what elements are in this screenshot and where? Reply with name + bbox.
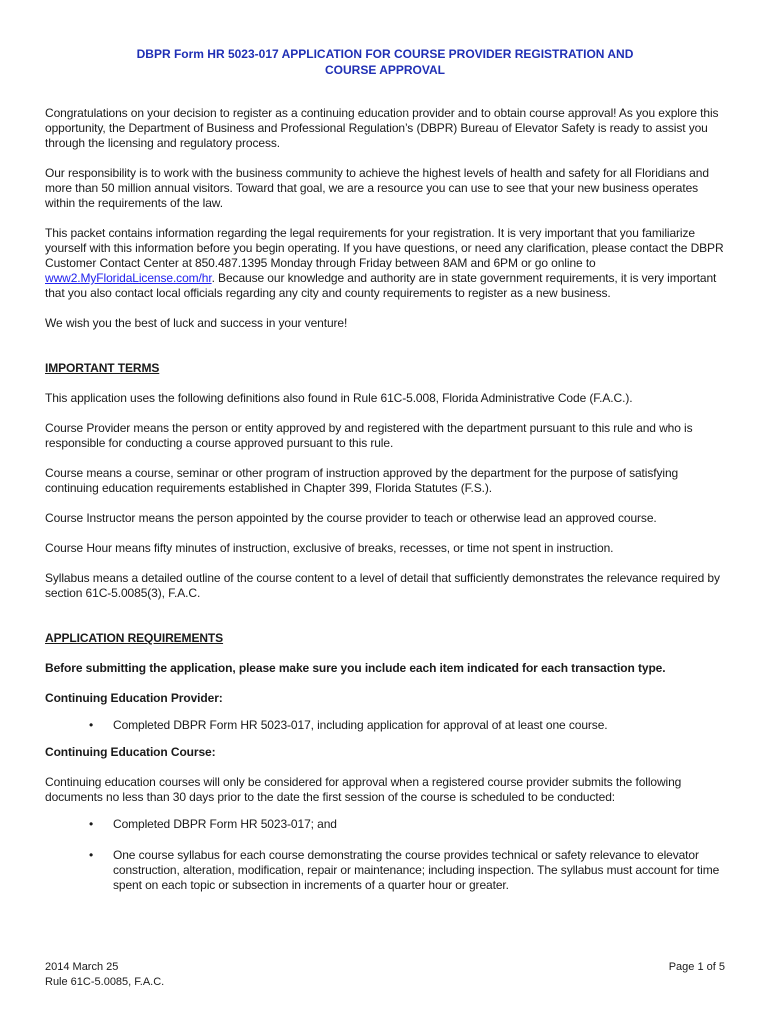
intro-p3-text-b: . Because our knowledge and authority are in state government requirements, it is very important that you also contact local officials regarding any city and county requirements to register as a new business. (45, 271, 717, 300)
requirements-intro: Before submitting the application, please make sure you include each item indicated for each transaction type. (45, 661, 666, 675)
term-course-instructor: Course Instructor means the person appointed by the course provider to teach or otherwise lead an approved course. (45, 511, 657, 525)
course-heading: Continuing Education Course: (45, 745, 216, 759)
intro-paragraph-4: We wish you the best of luck and success in your venture! (45, 316, 348, 330)
footer-date: 2014 March 25 (45, 961, 119, 973)
page-number: Page 1 of 5 (668, 961, 725, 973)
course-list (45, 817, 731, 893)
bullet-icon: • (89, 848, 94, 862)
bullet-icon: • (89, 817, 94, 831)
intro-paragraph-3 (45, 226, 731, 301)
term-syllabus: Syllabus means a detailed outline of the course content to a level of detail that sufficiently demonstrates the relevance required by section 61C-5.0085(3), F.A.C. (45, 571, 720, 600)
term-course: Course means a course, seminar or other program of instruction approved by the department for the purpose of satisfying continuing education requirements established in Chapter 399, Florida Statutes (F.S.). (45, 466, 679, 495)
title-line-1: DBPR Form HR 5023-017 APPLICATION FOR COURSE PROVIDER REGISTRATION AND (136, 47, 634, 61)
list-item (45, 848, 731, 893)
intro-p3-text-a: This packet contains information regarding the legal requirements for your registration. It is very important that you familiarize yourself with this information before you begin operating. If you have questions, or need any clarification, please contact the DBPR Customer Contact Center at 850.487.1395 Monday through Friday between 8AM and 6PM or go online to (45, 226, 724, 270)
list-item (45, 817, 731, 832)
term-course-hour: Course Hour means fifty minutes of instruction, exclusive of breaks, recesses, or time not spent in instruction. (45, 541, 614, 555)
myfloridalicense-link[interactable]: www2.MyFloridaLicense.com/hr (45, 271, 212, 285)
provider-heading: Continuing Education Provider: (45, 691, 223, 705)
list-item-text: One course syllabus for each course demonstrating the course provides technical or safety relevance to elevator construction, alteration, modification, repair or maintenance; including inspection. The syllabus must account for time spent on each topic or subsection in increments of a quarter hour or greater. (113, 848, 720, 892)
document-body (45, 106, 731, 908)
document-title (45, 46, 725, 78)
footer-left (45, 960, 164, 990)
application-requirements-heading: APPLICATION REQUIREMENTS (45, 631, 224, 645)
list-item-text: Completed DBPR Form HR 5023-017; and (113, 817, 337, 831)
terms-intro: This application uses the following definitions also found in Rule 61C-5.008, Florida Administrative Code (F.A.C.). (45, 391, 633, 405)
important-terms-heading: IMPORTANT TERMS (45, 361, 160, 375)
intro-paragraph-2: Our responsibility is to work with the business community to achieve the highest levels of health and safety for all Floridians and more than 50 million annual visitors. Toward that goal, we are a resource you can use to see that your new business operates within the requirements of the law. (45, 166, 709, 210)
list-item-text: Completed DBPR Form HR 5023-017, including application for approval of at least one course. (113, 718, 608, 732)
title-line-2: COURSE APPROVAL (324, 63, 445, 77)
list-item (45, 718, 731, 733)
provider-list (45, 718, 731, 733)
course-intro: Continuing education courses will only be considered for approval when a registered course provider submits the following documents no less than 30 days prior to the date the first session of the course is scheduled to be conducted: (45, 775, 682, 804)
intro-paragraph-1: Congratulations on your decision to register as a continuing education provider and to obtain course approval! As you explore this opportunity, the Department of Business and Professional Regulation’s (DBPR) Bureau of Elevator Safety is ready to assist you through the licensing and regulatory process. (45, 106, 719, 150)
term-course-provider: Course Provider means the person or entity approved by and registered with the department pursuant to this rule and who is responsible for conducting a course approved pursuant to this rule. (45, 421, 693, 450)
bullet-icon: • (89, 718, 94, 732)
footer-rule: Rule 61C-5.0085, F.A.C. (45, 976, 165, 988)
